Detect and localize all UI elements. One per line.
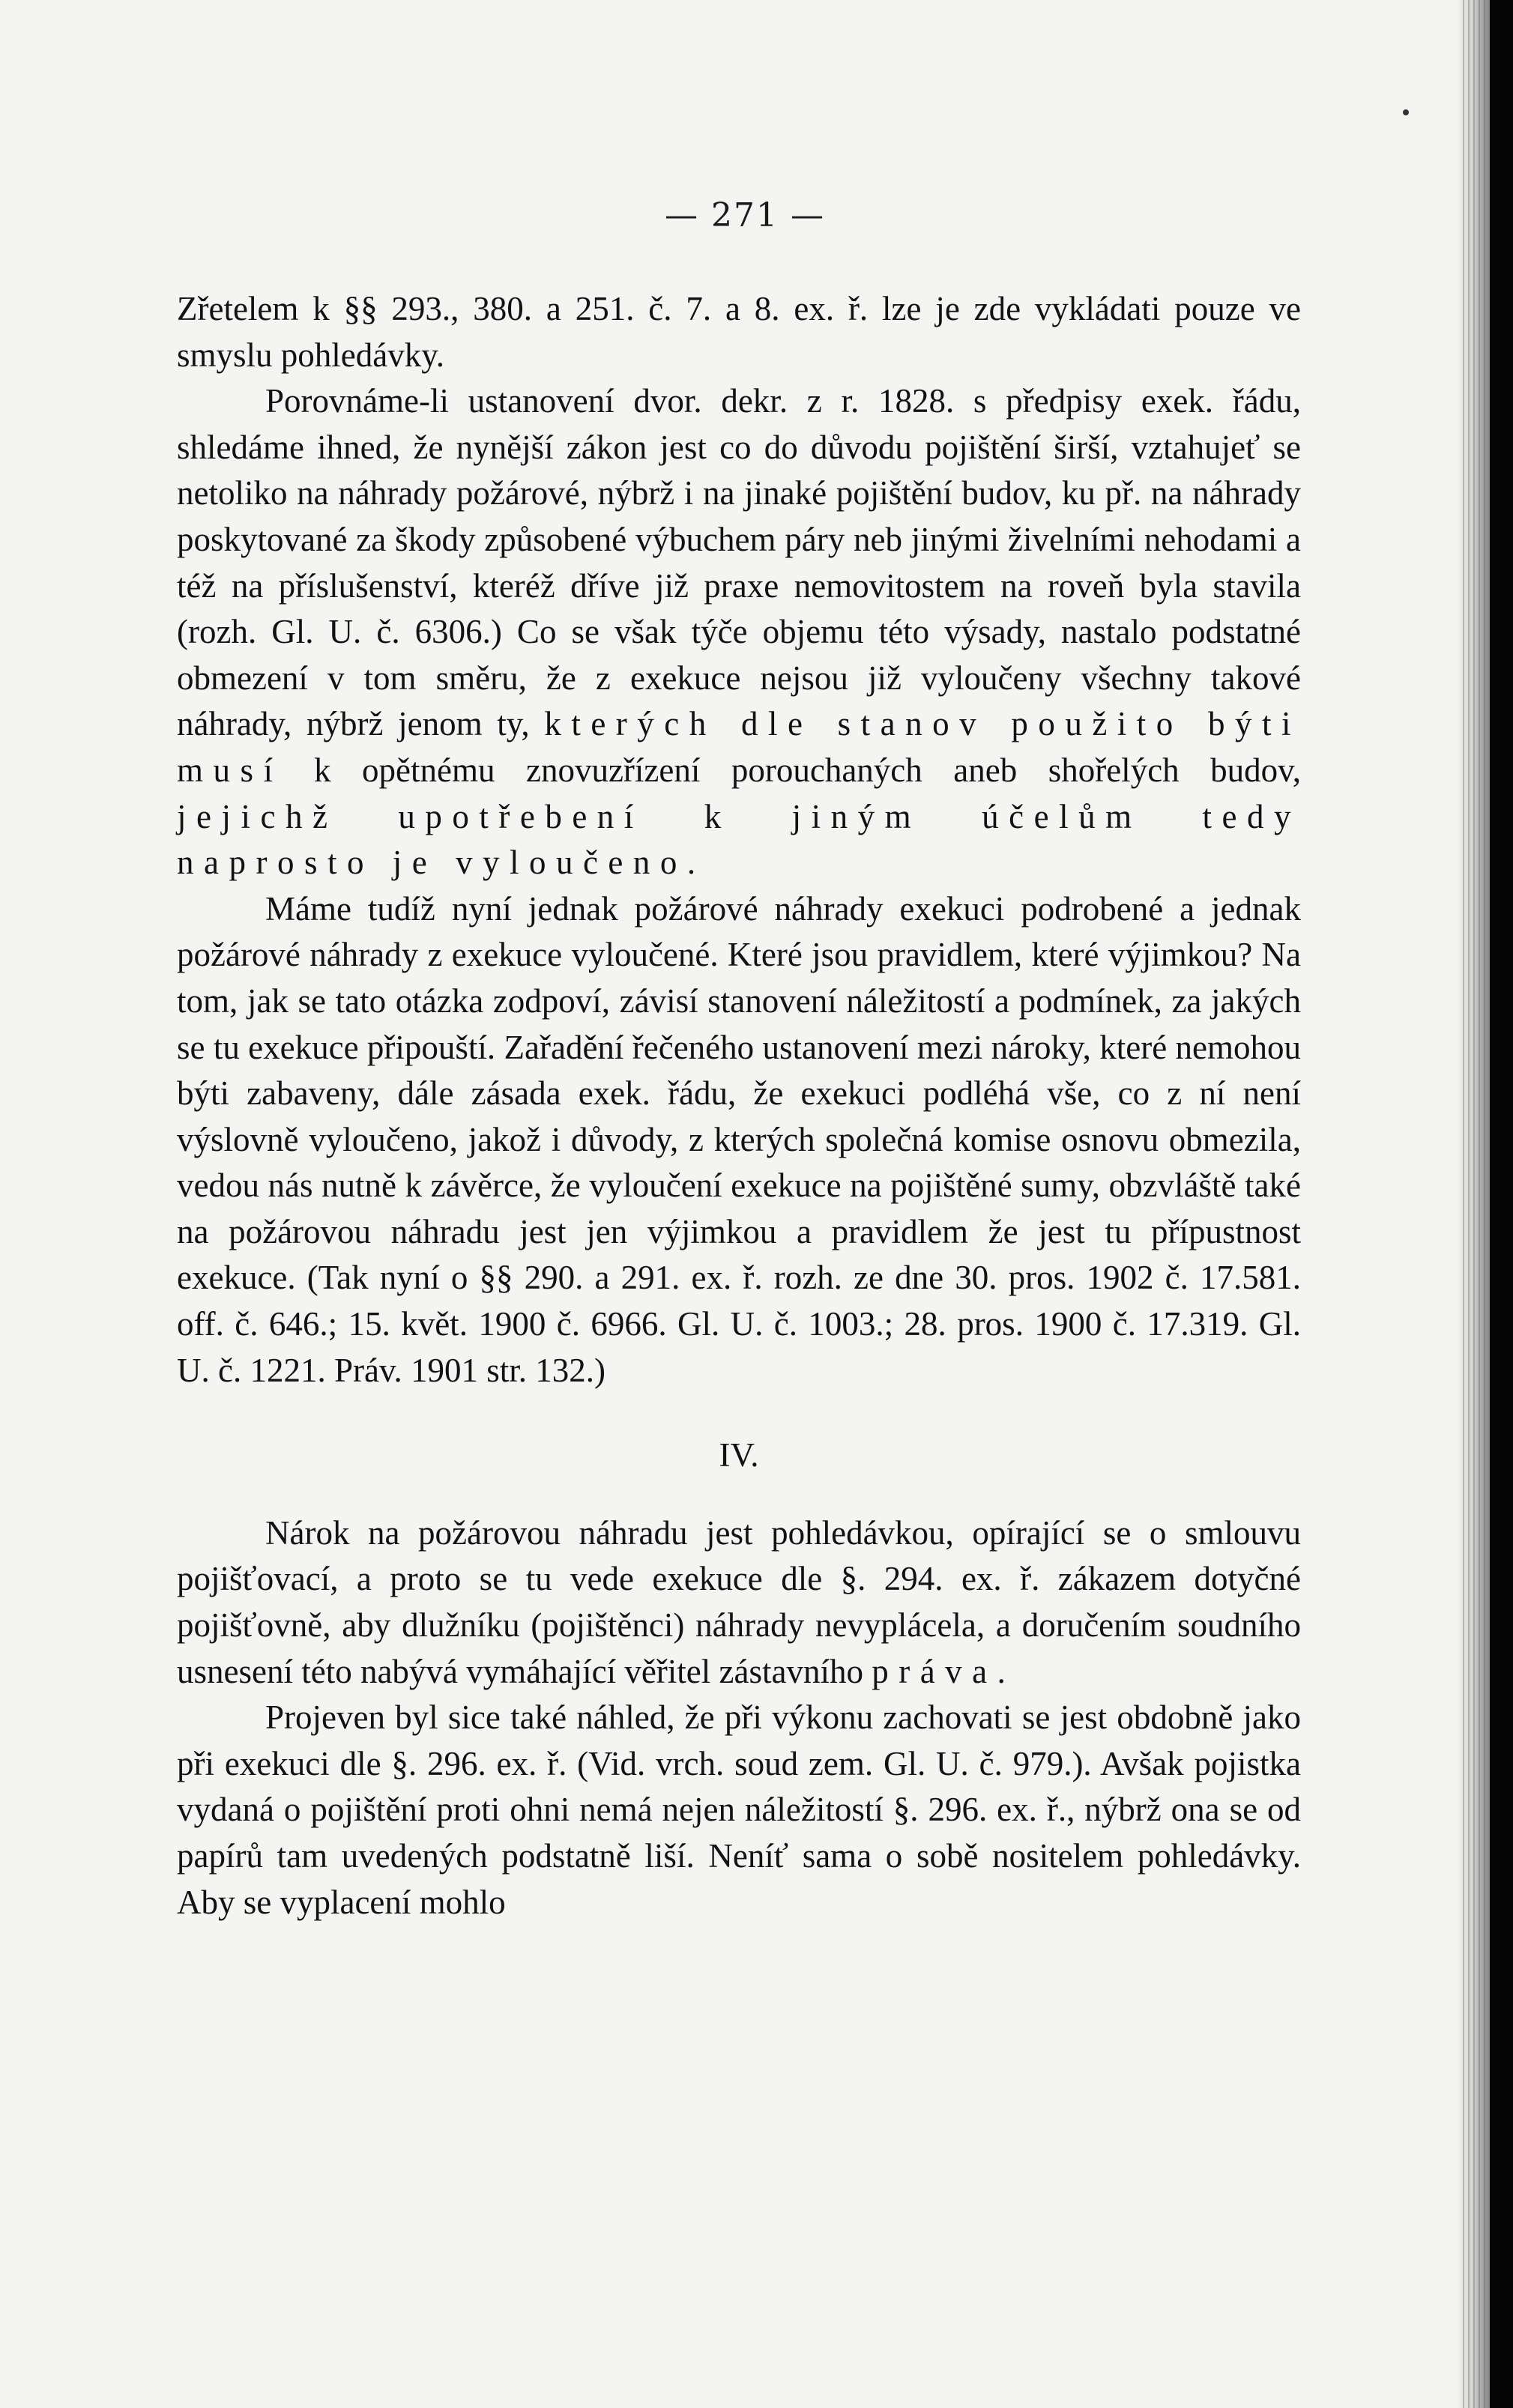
paragraph-5: [177, 1695, 1301, 1926]
body-text: [177, 286, 1301, 1926]
section-heading: [177, 1433, 1301, 1479]
paragraph-2-text-b: k opětnému znovuzřízení porouchaných aneb shořelých budov,: [283, 751, 1301, 789]
paragraph-4-text: Nárok na požárovou náhradu jest pohledávkou, opírající se o smlouvu pojišťovací, a proto se tu vede exekuce dle §. 294. ex. ř. zákazem dotyčné pojišťovně, aby dlužníku (pojištěnci) náhrady nevyplácela, a doručením soudního usnesení této nabývá vymáhající věřitel zástavního: [177, 1513, 1301, 1690]
page-edge-stack: [1463, 0, 1485, 2408]
paragraph-4-end: .: [997, 1652, 1006, 1690]
page-number: — 271 —: [665, 196, 825, 235]
paragraph-1: [177, 286, 1301, 378]
paragraph-4: [177, 1510, 1301, 1695]
paragraph-2-emphasis-a: kterých dle stanov použito býti musí: [177, 705, 1301, 789]
paragraph-4-emphasis: práva: [872, 1652, 997, 1690]
paragraph-3-text: Máme tudíž nyní jednak požárové náhrady exekuci podrobené a jednak požárové náhrady z exekuce vyloučené. Které jsou pravidlem, které výjimkou? Na tom, jak se tato otázka zodpoví, závisí stanovení náležitostí a podmínek, za jakých se tu exekuce připouští. Zařadění řečeného ustanovení mezi nároky, které nemohou býti zabaveny, dále zásada exek. řádu, že exekuci podléhá vše, co z ní není výslovně vyloučeno, jakož i důvody, z kterých společná komise osnovu obmezila, vedou nás nutně k závěrce, že vyloučení exekuce na pojištěné sumy, obzvláště také na požárovou náhradu jest jen výjimkou a pravidlem že jest tu přípustnost exekuce. (Tak nyní o §§ 290. a 291. ex. ř. rozh. ze dne 30. pros. 1902 č. 17.581. off. č. 646.; 15. květ. 1900 č. 6966. Gl. U. č. 1003.; 28. pros. 1900 č. 17.319. Gl. U. č. 1221. Práv. 1901 str. 132.): [177, 889, 1301, 1389]
section-heading-text: IV.: [719, 1436, 759, 1474]
paragraph-5-text: Projeven byl sice také náhled, že při výkonu zachovati se jest obdobně jako při exekuci dle §. 296. ex. ř. (Vid. vrch. soud zem. Gl. U. č. 979.). Avšak pojistka vydaná o pojištění proti ohni nemá nejen náležitostí §. 296. ex. ř., nýbrž ona se od papírů tam uvedených podstatně liší. Neníť sama o sobě nositelem pohledávky. Aby se vyplacení mohlo: [177, 1698, 1301, 1921]
paragraph-2-emphasis-b: jejichž upotřebení k jiným účelům tedy naprosto je vyloučeno.: [177, 797, 1301, 882]
paragraph-1-text: Zřetelem k §§ 293., 380. a 251. č. 7. a 8. ex. ř. lze je zde vykládati pouze ve smyslu pohledávky.: [177, 290, 1301, 374]
paragraph-2-text-a: Porovnáme-li ustanovení dvor. dekr. z r. 1828. s předpisy exek. řádu, shledáme ihned, že nynější zákon jest co do důvodu pojištění širší, vztahujeť se netoliko na náhrady požárové, nýbrž i na jinaké pojištění budov, ku př. na náhrady poskytované za škody způsobené výbuchem páry neb jinými živelními nehodami a též na příslušenství, kteréž dříve již praxe nemovitostem na roveň byla stavila (rozh. Gl. U. č. 6306.) Co se však týče objemu této výsady, nastalo podstatné obmezení v tom směru, že z exekuce nejsou již vyloučeny všechny takové náhrady, nýbrž jenom ty,: [177, 382, 1301, 743]
paragraph-2: [177, 378, 1301, 886]
ink-speck: [1403, 109, 1409, 115]
paragraph-3: [177, 886, 1301, 1394]
